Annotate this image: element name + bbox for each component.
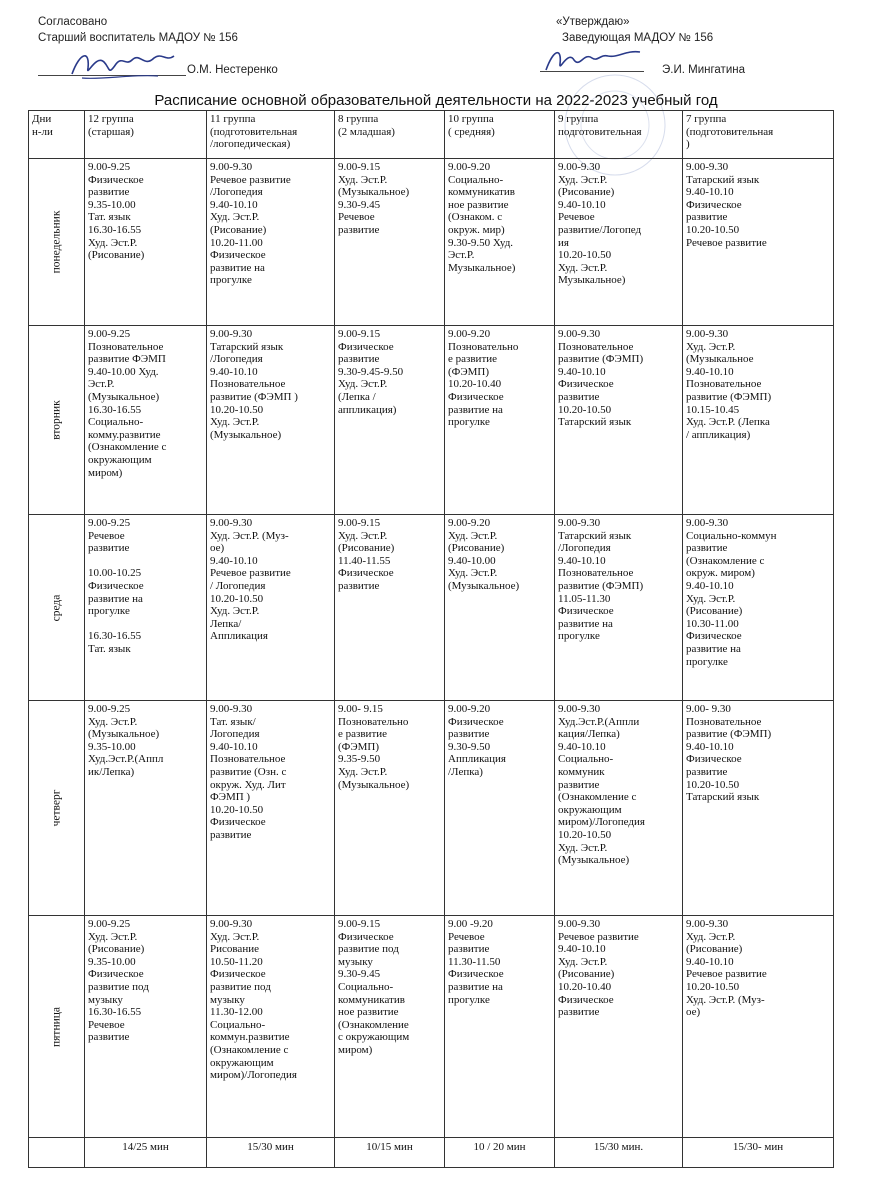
schedule-cell: 9.00-9.30 Худ. Эст.Р. (Рисование) 9.40-10.10 Речевое развитие/Логопед ия 10.20-10.50 Худ. Эст.Р. Музыкальное)	[555, 159, 683, 326]
approval-left-label: Согласовано	[38, 16, 108, 28]
column-header-days: Дни н-ли	[29, 111, 85, 159]
schedule-cell: 9.00-9.25 Физическое развитие 9.35-10.00 Тат. язык 16.30-16.55 Худ. Эст.Р. (Рисование)	[85, 159, 207, 326]
schedule-cell: 9.00-9.30 Позновательное развитие (ФЭМП) 9.40-10.10 Физическое развитие 10.20-10.50 Татарский язык	[555, 326, 683, 515]
column-header-group-9: 9 группа подготовительная	[555, 111, 683, 159]
schedule-cell: 9.00-9.30 Худ. Эст.Р. (Музыкальное 9.40-10.10 Позновательное развитие (ФЭМП) 10.15-10.45 Худ. Эст.Р. (Лепка / аппликация)	[683, 326, 834, 515]
footer-duration: 14/25 мин	[85, 1138, 207, 1168]
schedule-cell: 9.00-9.30 Худ.Эст.Р.(Аппли кация/Лепка) 9.40-10.10 Социально- коммуник развитие (Ознакомление с окружающим миром)/Логопедия 10.20-10.50 Худ. Эст.Р. (Музыкальное)	[555, 701, 683, 916]
schedule-table	[28, 110, 834, 1168]
schedule-cell: 9.00-9.30 Худ. Эст.Р. (Муз- ое) 9.40-10.10 Речевое развитие / Логопедия 10.20-10.50 Худ. Эст.Р. Лепка/ Аппликация	[207, 515, 335, 701]
day-cell	[29, 159, 85, 326]
schedule-cell: 9.00-9.30 Худ. Эст.Р. (Рисование) 9.40-10.10 Речевое развитие 10.20-10.50 Худ. Эст.Р. (Муз- ое)	[683, 916, 834, 1138]
day-cell	[29, 916, 85, 1138]
schedule-cell: 9.00-9.20 Позновательно е развитие (ФЭМП) 10.20-10.40 Физическое развитие на прогулке	[445, 326, 555, 515]
day-label: четверг	[50, 789, 63, 827]
schedule-cell: 9.00-9.15 Физическое развитие 9.30-9.45-9.50 Худ. Эст.Р. (Лепка / аппликация)	[335, 326, 445, 515]
footer-duration: 10 / 20 мин	[445, 1138, 555, 1168]
schedule-cell: 9.00-9.25 Речевое развитие 10.00-10.25 Физическое развитие на прогулке 16.30-16.55 Тат. язык	[85, 515, 207, 701]
day-cell	[29, 326, 85, 515]
table-row-thursday	[29, 701, 834, 916]
day-label: пятница	[50, 1006, 63, 1047]
footer-duration: 15/30- мин	[683, 1138, 834, 1168]
signature-left-icon	[62, 44, 182, 86]
day-label: понедельник	[50, 210, 63, 274]
approval-right-name: Э.И. Мингатина	[662, 64, 745, 76]
footer-duration: 15/30 мин	[207, 1138, 335, 1168]
day-cell	[29, 701, 85, 916]
column-header-group-12: 12 группа (старшая)	[85, 111, 207, 159]
approval-right-label: «Утверждаю»	[556, 16, 630, 28]
day-label: вторник	[50, 400, 63, 440]
schedule-cell: 9.00-9.30 Речевое развитие /Логопедия 9.40-10.10 Худ. Эст.Р. (Рисование) 10.20-11.00 Физическое развитие на прогулке	[207, 159, 335, 326]
schedule-cell: 9.00-9.20 Худ. Эст.Р. (Рисование) 9.40-10.00 Худ. Эст.Р. (Музыкальное)	[445, 515, 555, 701]
schedule-cell: 9.00-9.30 Социально-коммун развитие (Ознакомление с окруж. миром) 9.40-10.10 Худ. Эст.Р. (Рисование) 10.30-11.00 Физическое развитие на прогулке	[683, 515, 834, 701]
column-header-group-11: 11 группа (подготовительная /логопедическая)	[207, 111, 335, 159]
schedule-cell: 9.00-9.25 Позновательное развитие ФЭМП 9.40-10.00 Худ. Эст.Р. (Музыкальное) 16.30-16.55 Социально- комму.развитие (Ознакомление с окружающим миром)	[85, 326, 207, 515]
schedule-cell: 9.00-9.30 Татарский язык 9.40-10.10 Физическое развитие 10.20-10.50 Речевое развитие	[683, 159, 834, 326]
footer-empty-cell	[29, 1138, 85, 1168]
schedule-cell: 9.00-9.30 Татарский язык /Логопедия 9.40-10.10 Позновательное развитие (ФЭМП) 11.05-11.30 Физическое развитие на прогулке	[555, 515, 683, 701]
schedule-cell: 9.00- 9.15 Позновательно е развитие (ФЭМП) 9.35-9.50 Худ. Эст.Р. (Музыкальное)	[335, 701, 445, 916]
schedule-cell: 9.00- 9.30 Позновательное развитие (ФЭМП) 9.40-10.10 Физическое развитие 10.20-10.50 Татарский язык	[683, 701, 834, 916]
column-header-group-10: 10 группа ( средняя)	[445, 111, 555, 159]
table-row-wednesday	[29, 515, 834, 701]
schedule-cell: 9.00-9.15 Физическое развитие под музыку 9.30-9.45 Социально- коммуникатив ное развитие (Ознакомление с окружающим миром)	[335, 916, 445, 1138]
schedule-cell: 9.00-9.30 Речевое развитие 9.40-10.10 Худ. Эст.Р. (Рисование) 10.20-10.40 Физическое развитие	[555, 916, 683, 1138]
schedule-cell: 9.00-9.15 Худ. Эст.Р. (Рисование) 11.40-11.55 Физическое развитие	[335, 515, 445, 701]
schedule-cell: 9.00-9.30 Татарский язык /Логопедия 9.40-10.10 Позновательное развитие (ФЭМП ) 10.20-10.50 Худ. Эст.Р. (Музыкальное)	[207, 326, 335, 515]
table-row-monday	[29, 159, 834, 326]
header-row	[29, 111, 834, 159]
schedule-cell: 9.00-9.30 Тат. язык/ Логопедия 9.40-10.10 Позновательное развитие (Озн. с окруж. Худ. Лит ФЭМП ) 10.20-10.50 Физическое развитие	[207, 701, 335, 916]
schedule-cell: 9.00-9.25 Худ. Эст.Р. (Музыкальное) 9.35-10.00 Худ.Эст.Р.(Аппл ик/Лепка)	[85, 701, 207, 916]
approval-right-position: Заведующая МАДОУ № 156	[562, 32, 714, 44]
schedule-cell: 9.00-9.20 Физическое развитие 9.30-9.50 Аппликация /Лепка)	[445, 701, 555, 916]
column-header-group-8: 8 группа (2 младшая)	[335, 111, 445, 159]
footer-duration: 15/30 мин.	[555, 1138, 683, 1168]
schedule-cell: 9.00-9.25 Худ. Эст.Р. (Рисование) 9.35-10.00 Физическое развитие под музыку 16.30-16.55 Речевое развитие	[85, 916, 207, 1138]
schedule-cell: 9.00-9.20 Социально- коммуникатив ное развитие (Ознаком. с окруж. мир) 9.30-9.50 Худ. Эст.Р. Музыкальное)	[445, 159, 555, 326]
day-label: среда	[50, 594, 63, 621]
column-header-group-7: 7 группа (подготовительная )	[683, 111, 834, 159]
page-title: Расписание основной образовательной деятельности на 2022-2023 учебный год	[154, 92, 718, 109]
schedule-cell: 9.00 -9.20 Речевое развитие 11.30-11.50 Физическое развитие на прогулке	[445, 916, 555, 1138]
table-row-footer	[29, 1138, 834, 1168]
schedule-cell: 9.00-9.30 Худ. Эст.Р. Рисование 10.50-11.20 Физическое развитие под музыку 11.30-12.00 Социально- коммун.развитие (Ознакомление с окружающим миром)/Логопедия	[207, 916, 335, 1138]
approval-left-name: О.М. Нестеренко	[187, 64, 278, 76]
table-row-tuesday	[29, 326, 834, 515]
approval-left-position: Старший воспитатель МАДОУ № 156	[38, 32, 238, 44]
day-cell	[29, 515, 85, 701]
footer-duration: 10/15 мин	[335, 1138, 445, 1168]
table-row-friday	[29, 916, 834, 1138]
schedule-cell: 9.00-9.15 Худ. Эст.Р. (Музыкальное) 9.30-9.45 Речевое развитие	[335, 159, 445, 326]
